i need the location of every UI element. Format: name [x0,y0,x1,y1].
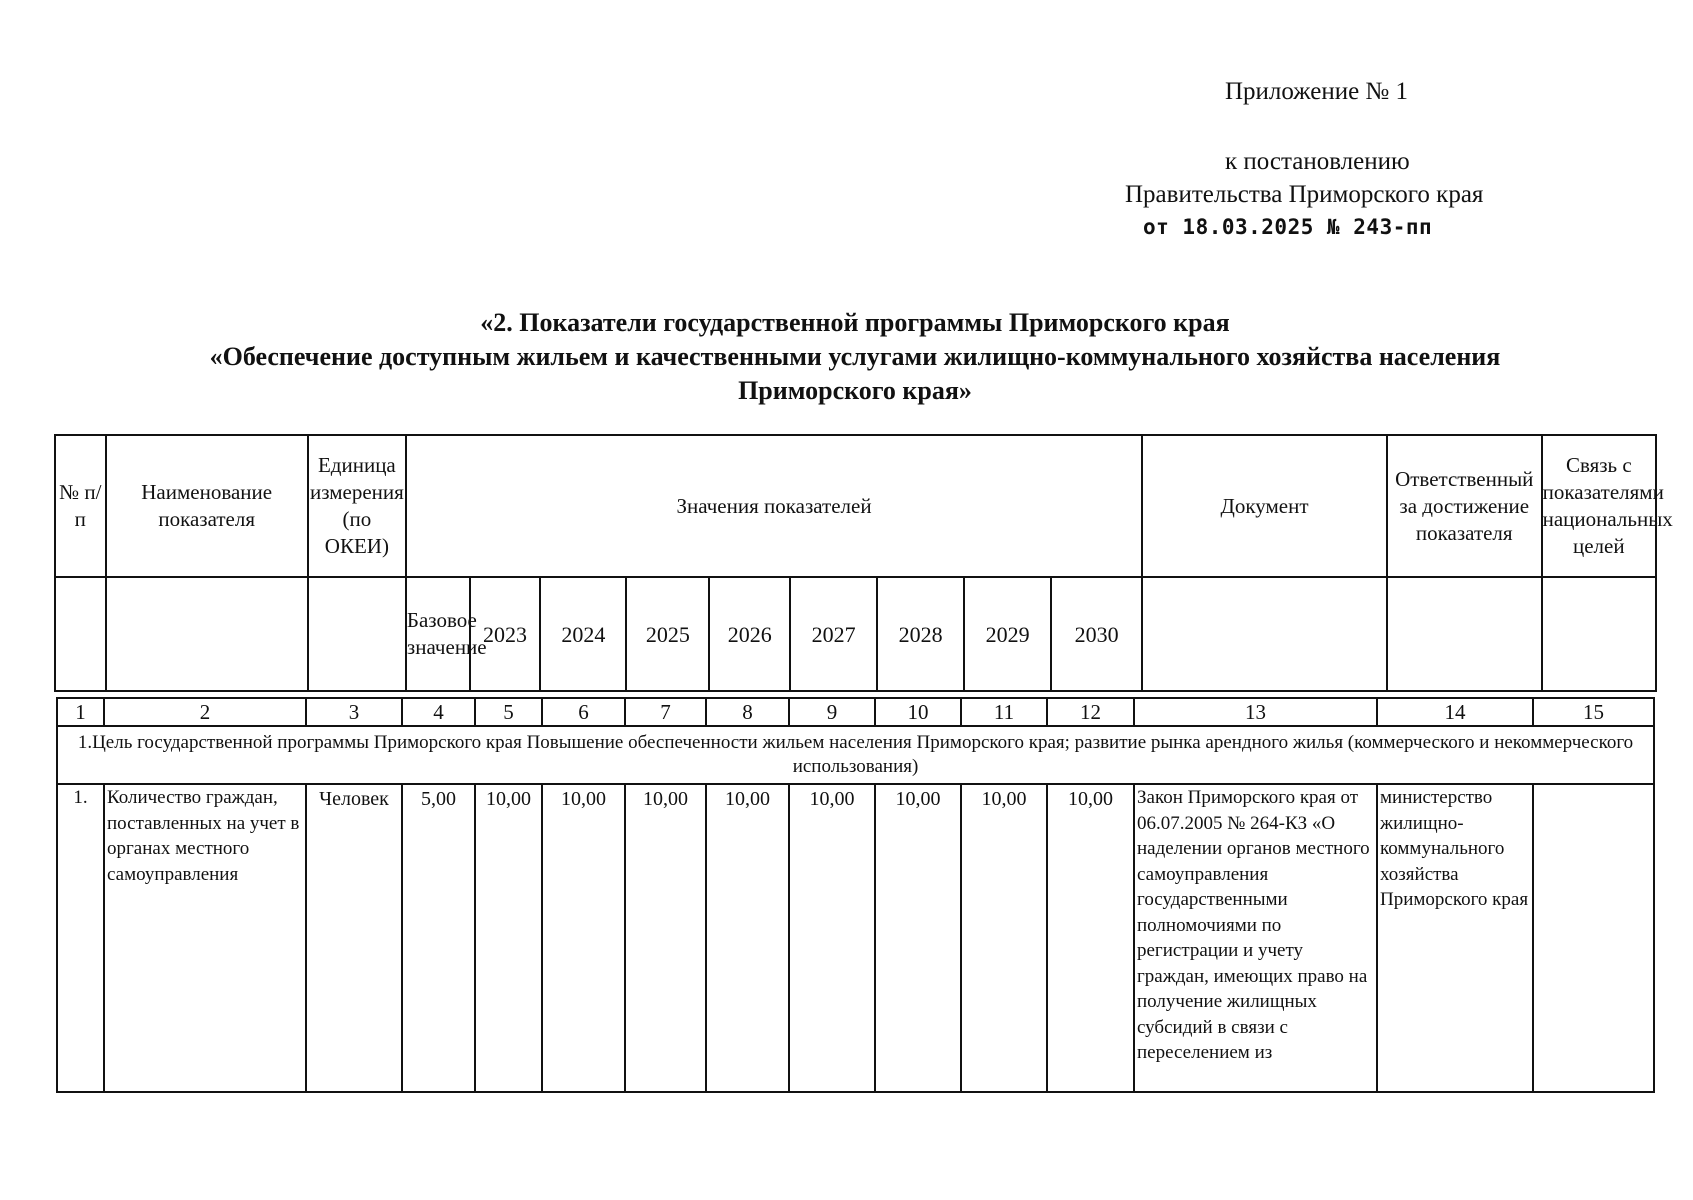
row-value-2030: 10,00 [1047,784,1134,1092]
row-num: 1. [57,784,104,1092]
value-header-2028: 2028 [877,577,964,691]
document-title [60,306,1650,408]
column-number: 6 [542,698,625,726]
indicators-header-table [54,434,1673,692]
column-number: 13 [1134,698,1377,726]
resolution-reference [1125,145,1545,244]
empty-cell [1387,577,1542,691]
appendix-label: Приложение № 1 [1225,78,1409,105]
title-line-2: «Обеспечение доступным жильем и качественными услугами жилищно-коммунального хозяйства населения [209,342,1501,371]
value-header-2023: 2023 [470,577,541,691]
column-number: 9 [789,698,875,726]
row-link [1533,784,1654,1092]
value-header-2027: 2027 [790,577,877,691]
indicators-body-table [56,697,1655,1093]
row-value-base: 5,00 [402,784,475,1092]
column-number: 3 [306,698,402,726]
row-value-2029: 10,00 [961,784,1047,1092]
col-header-responsible: Ответственный за достижение показателя [1387,435,1542,577]
row-responsible: министерство жилищно-коммунального хозяйства Приморского края [1377,784,1533,1092]
resolution-date-number: от 18.03.2025 № 243-пп [1143,215,1433,239]
column-number: 7 [625,698,706,726]
empty-cell [1142,577,1387,691]
column-number: 10 [875,698,961,726]
goal-row: 1.Цель государственной программы Приморского края Повышение обеспеченности жильем населения Приморского края; развитие рынка арендного жилья (коммерческого и некоммерческого использования) [57,726,1654,784]
value-header-2026: 2026 [709,577,790,691]
row-indicator-name: Количество граждан, поставленных на учет в органах местного самоуправления [104,784,306,1092]
empty-cell [1542,577,1656,691]
col-header-values: Значения показателей [406,435,1142,577]
column-number: 2 [104,698,306,726]
column-number: 5 [475,698,542,726]
column-number: 1 [57,698,104,726]
row-document: Закон Приморского края от 06.07.2005 № 264-КЗ «О наделении органов местного самоуправления государственными полномочиями по регистрации и учету граждан, имеющих право на получение жилищных субсидий в связи с переселением из [1137,787,1370,1063]
col-header-name: Наименование показателя [106,435,308,577]
row-value-2023: 10,00 [475,784,542,1092]
value-header-2025: 2025 [626,577,709,691]
empty-cell [106,577,308,691]
column-number: 12 [1047,698,1134,726]
value-header-2030: 2030 [1051,577,1142,691]
value-header-base: Базовое значение [406,577,470,691]
empty-cell [308,577,406,691]
title-line-3: Приморского края» [738,376,972,405]
column-number: 11 [961,698,1047,726]
row-value-2024: 10,00 [542,784,625,1092]
column-number: 14 [1377,698,1533,726]
value-header-2029: 2029 [964,577,1051,691]
title-line-1: «2. Показатели государственной программы Приморского края [480,308,1230,337]
column-number: 15 [1533,698,1654,726]
column-number: 4 [402,698,475,726]
col-header-link: Связь с показателями национальных целей [1542,435,1656,577]
empty-cell [55,577,106,691]
column-number: 8 [706,698,789,726]
resolution-to-label: к постановлению [1225,148,1410,175]
row-value-2028: 10,00 [875,784,961,1092]
row-value-2025: 10,00 [625,784,706,1092]
row-document-cell [1134,784,1377,1092]
row-unit: Человек [306,784,402,1092]
government-label: Правительства Приморского края [1125,181,1484,208]
col-header-unit: Единица измерения (по ОКЕИ) [308,435,406,577]
row-value-2027: 10,00 [789,784,875,1092]
value-header-2024: 2024 [540,577,626,691]
col-header-num: № п/п [55,435,106,577]
row-value-2026: 10,00 [706,784,789,1092]
col-header-document: Документ [1142,435,1387,577]
